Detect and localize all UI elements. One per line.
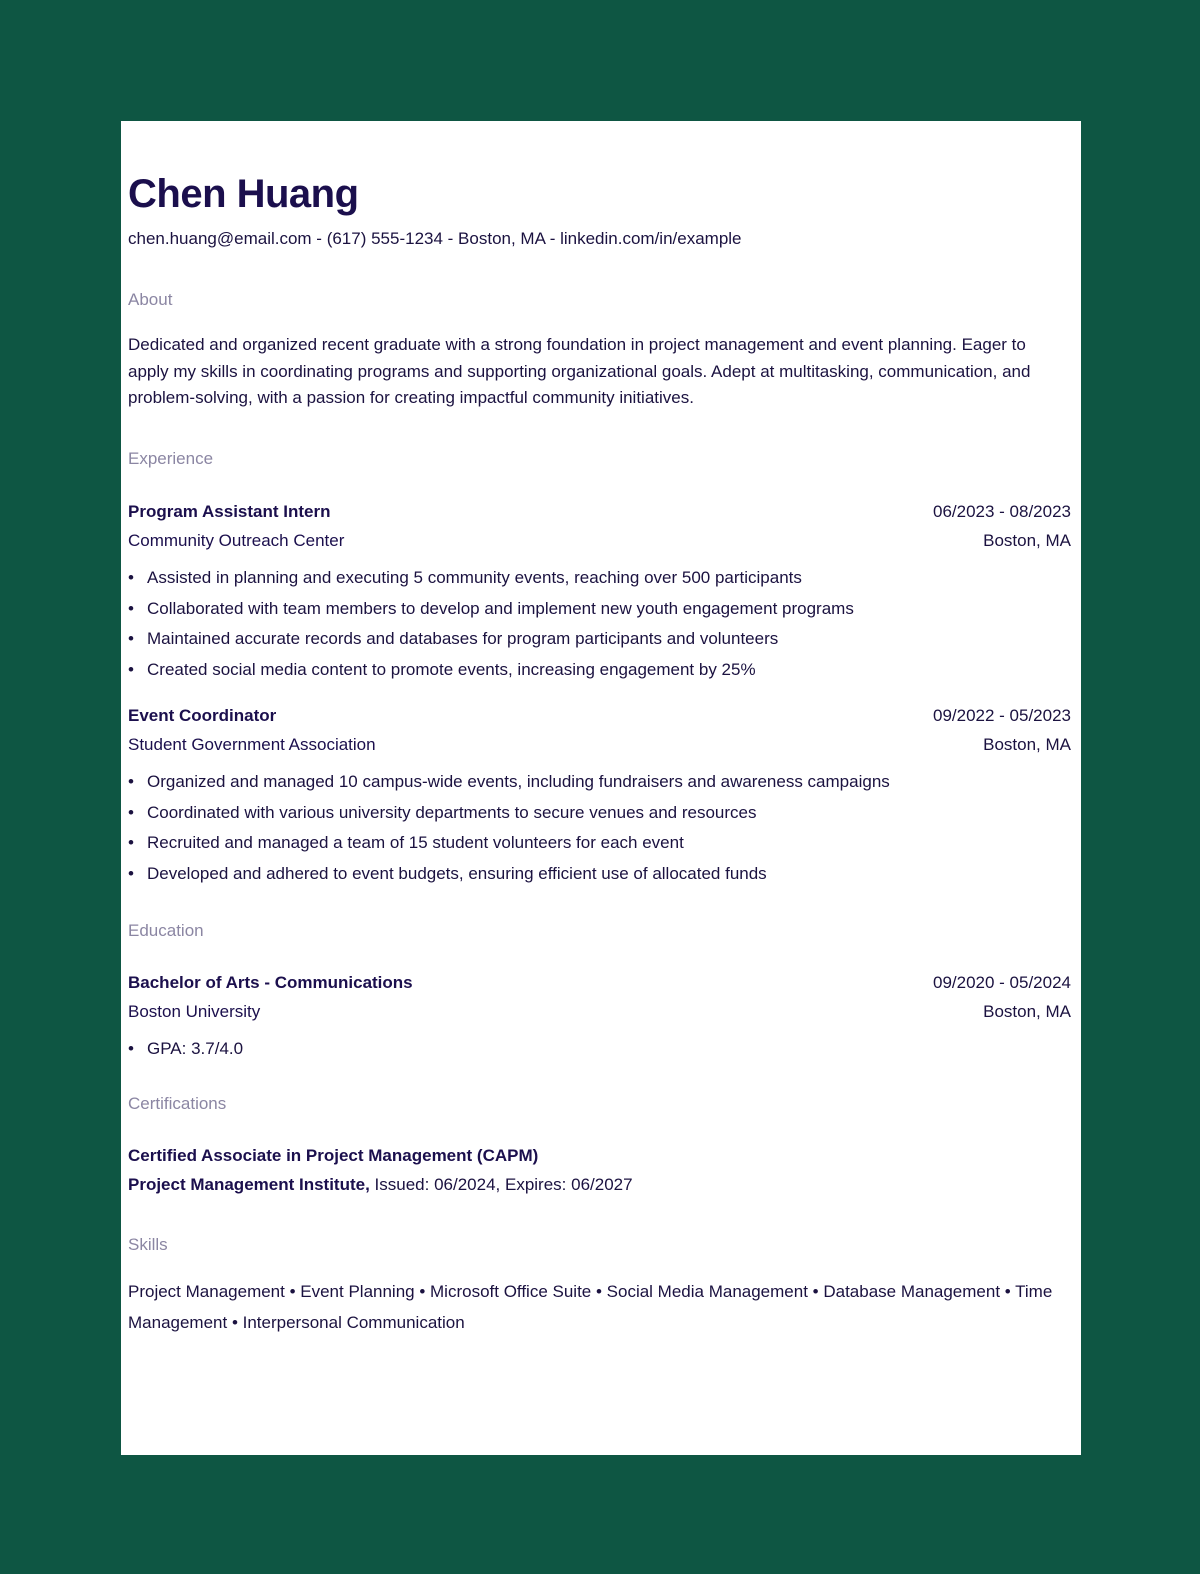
skills-list: Project Management • Event Planning • Microsoft Office Suite • Social Media Management • Database Management • Time Management • Interpersonal Communication [128, 1282, 1053, 1332]
bullet-item: • Organized and managed 10 campus-wide events, including fundraisers and awareness campaigns [128, 770, 1071, 794]
job-bullets [128, 566, 1071, 682]
bullet-item: • Developed and adhered to event budgets, ensuring efficient use of allocated funds [128, 862, 1071, 886]
bullet-icon: • [128, 772, 134, 791]
bullet-item: • Collaborated with team members to develop and implement new youth engagement programs [128, 597, 1071, 621]
section-title-education: Education [128, 920, 204, 940]
bullet-item: • Assisted in planning and executing 5 community events, reaching over 500 participants [128, 566, 1071, 590]
job-location: Boston, MA [983, 531, 1071, 550]
bullet-icon: • [128, 598, 134, 618]
education-bullets [128, 1037, 1071, 1061]
job-title: Program Assistant Intern [128, 501, 331, 521]
certification-detail [128, 1173, 1071, 1197]
certification-issuer: Project Management Institute, [128, 1175, 370, 1194]
job-bullets [128, 770, 1071, 886]
job-dates: 06/2023 - 08/2023 [932, 501, 1071, 521]
experience-entry [128, 704, 1071, 886]
job-organization: Student Government Association [128, 735, 376, 754]
about-text: Dedicated and organized recent graduate with a strong foundation in project management and event planning. Eager to apply my skills in coordinating programs and supporting organizational goals. Adept at multitasking, communication, and problem-solving, with a passion for creating impactful community initiatives. [128, 335, 1031, 407]
bullet-icon: • [128, 833, 134, 852]
degree: Bachelor of Arts - Communications [128, 972, 413, 992]
bullet-icon: • [128, 568, 134, 587]
bullet-icon: • [128, 1039, 134, 1058]
section-title-about: About [128, 290, 173, 309]
education-location: Boston, MA [983, 1002, 1071, 1021]
bullet-item: • Created social media content to promote events, increasing engagement by 25% [128, 658, 1071, 682]
bullet-item: • Recruited and managed a team of 15 student volunteers for each event [128, 831, 1071, 855]
education-entry [128, 971, 1071, 1062]
job-dates: 09/2022 - 05/2023 [932, 705, 1071, 725]
resume-page [121, 121, 1081, 1455]
education-dates: 09/2020 - 05/2024 [932, 972, 1071, 992]
bullet-item: • GPA: 3.7/4.0 [128, 1037, 1071, 1061]
bullet-item: • Coordinated with various university departments to secure venues and resources [128, 801, 1071, 825]
bullet-item: • Maintained accurate records and databases for program participants and volunteers [128, 627, 1071, 651]
job-location: Boston, MA [983, 735, 1071, 754]
certification-name: Certified Associate in Project Management (CAPM) [128, 1146, 539, 1165]
job-organization: Community Outreach Center [128, 531, 345, 550]
bullet-icon: • [128, 659, 134, 679]
certification-dates: Issued: 06/2024, Expires: 06/2027 [369, 1175, 633, 1194]
school: Boston University [128, 1002, 261, 1021]
job-title: Event Coordinator [128, 705, 277, 725]
bullet-icon: • [128, 629, 134, 648]
bullet-icon: • [128, 863, 134, 883]
experience-entry [128, 500, 1071, 682]
bullet-icon: • [128, 802, 134, 822]
contact-line: chen.huang@email.com - (617) 555-1234 - Boston, MA - linkedin.com/in/example [128, 229, 742, 248]
section-title-skills: Skills [128, 1235, 168, 1254]
section-title-experience: Experience [128, 448, 214, 468]
candidate-name: Chen Huang [128, 172, 359, 216]
section-title-certifications: Certifications [128, 1094, 227, 1113]
